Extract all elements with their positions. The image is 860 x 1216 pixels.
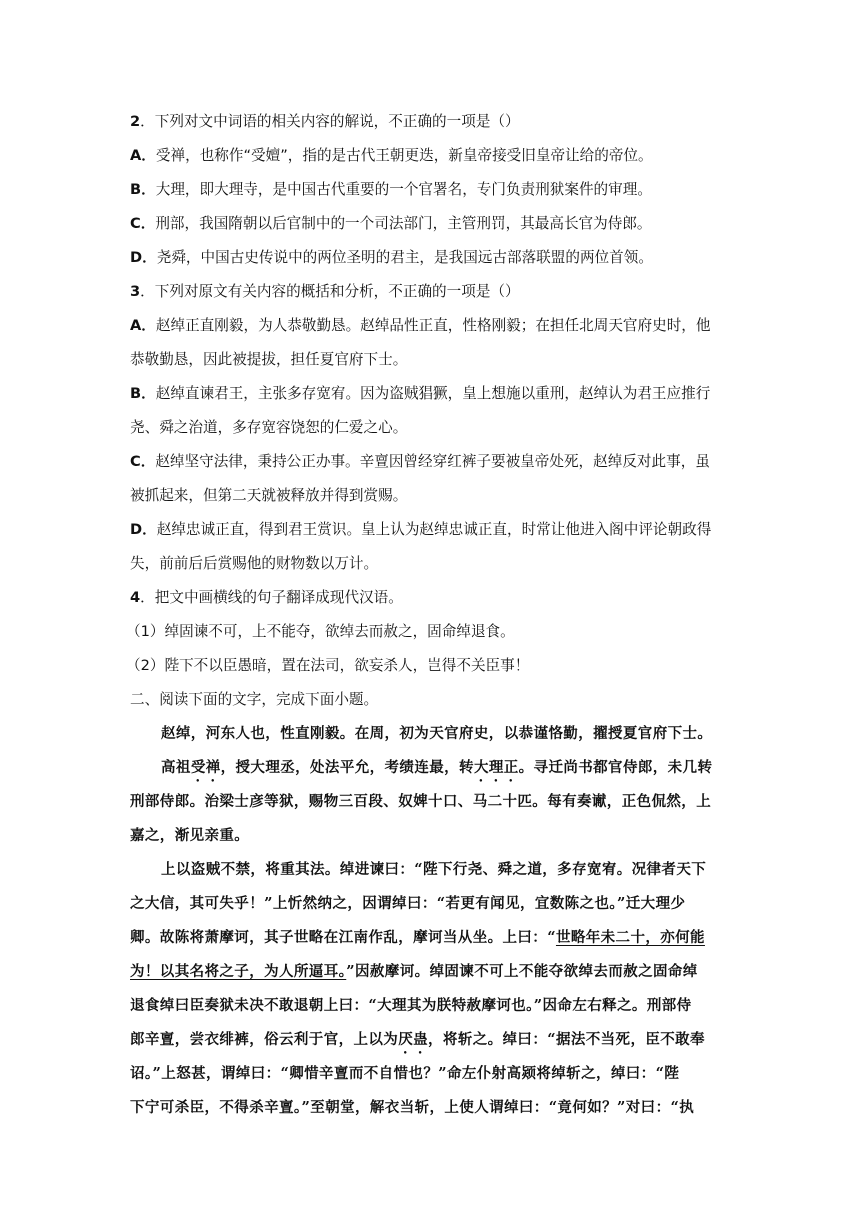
question-4-sentence-1: （1）绰固谏不可，上不能夺，欲绰去而赦之，固命绰退食。 <box>126 623 515 640</box>
question-3-option-a-line1: A．赵绰正直刚毅，为人恭敬勤恳。赵绰品性正直，性格刚毅；在担任北周天官府史时，他 <box>130 317 711 334</box>
question-3-option-a-line2: 恭敬勤恳，因此被提拔，担任夏官府下士。 <box>130 351 408 368</box>
dotted-term-yangu: 厌蛊 <box>398 1031 429 1048</box>
question-3-option-b-line1: B．赵绰直谏君王，主张多存宽宥。因为盗贼猖獗，皇上想施以重刑，赵绰认为君王应推行 <box>130 385 711 402</box>
question-2-option-b: B．大理，即大理寺，是中国古代重要的一个官署名，专门负责刑狱案件的审理。 <box>130 181 652 198</box>
dotted-term-dalizheng: 大理正 <box>473 759 519 776</box>
question-3-option-c-line1: C．赵绰坚守法律，秉持公正办事。辛亶因曾经穿红裤子要被皇帝处死，赵绰反对此事，虽 <box>130 453 710 470</box>
passage-paragraph-2-line1: 高祖受禅，授大理丞，处法平允，考绩连最，转大理正。寻迁尚书都官侍郎，未几转 <box>161 759 713 776</box>
question-3-option-d-line2: 失，前前后后赏赐他的财物数以万计。 <box>130 555 379 572</box>
passage-paragraph-3-line7: 诏。”上怒甚，谓绰曰：“卿惜辛亶而不自惜也？”命左仆射高颎将绰斩之，绰曰：“陛 <box>130 1065 680 1082</box>
passage-paragraph-3-line4: 为！以其名将之子，为人所逼耳。”因赦摩诃。绰固谏不可上不能夺欲绰去而赦之固命绰 <box>130 963 698 980</box>
passage-paragraph-1: 赵绰，河东人也，性直刚毅。在周，初为天官府史，以恭谨恪勤，擢授夏官府下士。 <box>161 725 713 742</box>
passage-paragraph-3-line6: 郎辛亶，尝衣绯裤，俗云利于官，上以为厌蛊，将斩之。绰曰：“据法不当死，臣不敢奉 <box>130 1031 705 1048</box>
passage-paragraph-3-line1: 上以盗贼不禁，将重其法。绰进谏曰：“陛下行尧、舜之道，多存宽宥。况律者天下 <box>161 861 707 878</box>
passage-paragraph-3-line8: 下宁可杀臣，不得杀辛亶。”至朝堂，解衣当斩，上使人谓绰曰：“竟何如？”对曰：“执 <box>130 1099 695 1116</box>
question-3-option-d-line1: D．赵绰忠诚正直，得到君王赏识。皇上认为赵绰忠诚正直，时常让他进入阁中评论朝政得 <box>130 521 712 538</box>
question-3-option-c-line2: 被抓起来，但第二天就被释放并得到赏赐。 <box>130 487 408 504</box>
dotted-term-shouchan: 受禅 <box>190 759 221 776</box>
passage-paragraph-2-line2: 刑部侍郎。治梁士彦等狱，赐物三百段、奴婢十口、马二十匹。每有奏谳，正色侃然，上 <box>130 793 712 810</box>
underlined-sentence: 为！以其名将之子，为人所逼耳。 <box>130 963 347 980</box>
question-4-sentence-2: （2）陛下不以臣愚暗，置在法司，欲妄杀人，岂得不关臣事！ <box>126 657 530 674</box>
question-2-stem: 2．下列对文中词语的相关内容的解说，不正确的一项是（） <box>130 113 520 130</box>
passage-paragraph-3-line5: 退食绰曰臣奏狱未决不敢退朝上曰：“大理其为朕特赦摩诃也。”因命左右释之。刑部侍 <box>130 997 692 1014</box>
question-4-stem: 4．把文中画横线的句子翻译成现代汉语。 <box>130 589 403 606</box>
question-2-option-d: D．尧舜，中国古史传说中的两位圣明的君主，是我国远古部落联盟的两位首领。 <box>130 249 653 266</box>
question-2-option-c: C．刑部，我国隋朝以后官制中的一个司法部门，主管刑罚，其最高长官为侍郎。 <box>130 215 652 232</box>
passage-paragraph-3-line2: 之大信，其可失乎！”上忻然纳之，因谓绰曰：“若更有闻见，宜数陈之也。”迁大理少 <box>130 895 686 912</box>
passage-paragraph-3-line3: 卿。故陈将萧摩诃，其子世略在江南作乱，摩诃当从坐。上曰：“世略年未二十，亦何能 <box>130 929 705 946</box>
question-number: 2 <box>130 113 141 130</box>
passage-paragraph-2-line3: 嘉之，渐见亲重。 <box>130 827 250 844</box>
question-3-option-b-line2: 尧、舜之治道，多存宽容饶恕的仁爱之心。 <box>130 419 408 436</box>
question-3-stem: 3．下列对原文有关内容的概括和分析，不正确的一项是（） <box>130 283 520 300</box>
question-2-option-a: A．受禅，也称作“受嬗”，指的是古代王朝更迭，新皇帝接受旧皇帝让给的帝位。 <box>130 147 653 164</box>
underlined-sentence: 世略年未二十，亦何能 <box>555 929 705 946</box>
section-2-heading: 二、阅读下面的文字，完成下面小题。 <box>130 691 379 708</box>
